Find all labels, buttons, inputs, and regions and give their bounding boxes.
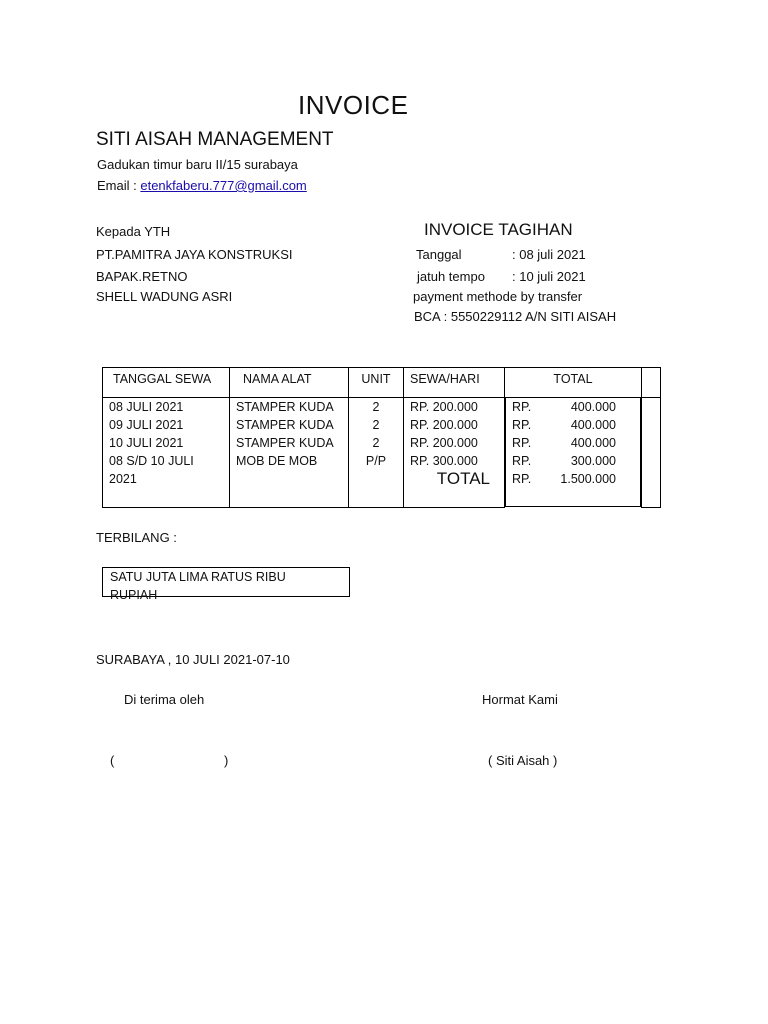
terbilang-label: TERBILANG : <box>96 530 177 545</box>
cell-unit: 2 <box>349 398 404 417</box>
regards-name: ( Siti Aisah ) <box>488 753 558 768</box>
cell-nama: MOB DE MOB <box>230 452 349 470</box>
received-label: Di terima oleh <box>124 692 205 707</box>
company-address: Gadukan timur baru II/15 surabaya <box>97 157 298 172</box>
cell-nama: STAMPER KUDA <box>230 416 349 434</box>
terbilang-line1: SATU JUTA LIMA RATUS RIBU <box>110 570 286 584</box>
cell-unit: 2 <box>349 434 404 452</box>
grand-total-value: 1.500.000 <box>560 472 616 486</box>
regards-label: Hormat Kami <box>482 692 558 707</box>
recipient-location: SHELL WADUNG ASRI <box>96 289 233 304</box>
invoice-title: INVOICE <box>298 90 409 120</box>
cell-total-value: 300.000 <box>570 454 616 468</box>
email-label: Email : <box>97 178 137 193</box>
cell-blank <box>642 398 661 417</box>
cell-empty <box>349 470 404 507</box>
cell-total <box>505 452 641 470</box>
cell-empty <box>230 470 349 507</box>
grand-total-rp: RP. <box>512 472 532 486</box>
cell-tanggal: 08 JULI 2021 <box>103 398 230 417</box>
cell-total-rp: RP. <box>512 454 532 468</box>
cell-total-rp: RP. <box>512 436 532 450</box>
header-blank <box>642 368 661 398</box>
invoice-date-value: : 08 juli 2021 <box>512 247 586 262</box>
company-name: SITI AISAH MANAGEMENT <box>96 129 334 150</box>
invoice-due-value: : 10 juli 2021 <box>512 269 586 284</box>
cell-nama: STAMPER KUDA <box>230 434 349 452</box>
cell-total-value: 400.000 <box>570 418 616 432</box>
invoice-table <box>102 367 661 508</box>
cell-total <box>505 434 641 452</box>
bank-account: BCA : 5550229112 A/N SITI AISAH <box>414 309 617 324</box>
cell-tanggal: 08 S/D 10 JULI <box>103 452 230 470</box>
cell-total-value: 400.000 <box>570 400 616 414</box>
invoice-date-label: Tanggal <box>416 247 462 262</box>
cell-total <box>505 398 641 416</box>
table-header-row <box>103 368 661 398</box>
cell-unit: 2 <box>349 416 404 434</box>
invoice-due-label: jatuh tempo <box>417 269 485 284</box>
header-nama: NAMA ALAT <box>230 368 349 398</box>
received-sign-close: ) <box>224 753 229 768</box>
header-total: TOTAL <box>505 368 642 398</box>
table-row <box>103 452 661 470</box>
grand-total <box>505 470 641 507</box>
invoice-heading: INVOICE TAGIHAN <box>424 220 573 239</box>
terbilang-box <box>102 567 350 602</box>
cell-sewa: RP. 200.000 <box>404 398 505 417</box>
payment-method: payment methode by transfer <box>413 289 583 304</box>
terbilang-line2: RUPIAH <box>110 588 158 602</box>
cell-total <box>505 416 641 434</box>
recipient-person: BAPAK.RETNO <box>96 269 188 284</box>
cell-sewa: RP. 200.000 <box>404 416 505 434</box>
cell-blank <box>642 470 661 507</box>
cell-blank <box>642 452 661 470</box>
cell-nama: STAMPER KUDA <box>230 398 349 417</box>
received-sign-open: ( <box>110 753 115 768</box>
total-label: TOTAL <box>404 470 505 507</box>
recipient-greeting: Kepada YTH <box>96 224 171 239</box>
cell-unit: P/P <box>349 452 404 470</box>
cell-sewa: RP. 300.000 <box>404 452 505 470</box>
place-date: SURABAYA , 10 JULI 2021-07-10 <box>96 652 290 667</box>
cell-sewa: RP. 200.000 <box>404 434 505 452</box>
table-row <box>103 434 661 452</box>
table-total-row <box>103 470 661 507</box>
table-row <box>103 416 661 434</box>
header-unit: UNIT <box>349 368 404 398</box>
company-email-row <box>97 178 307 193</box>
cell-total-rp: RP. <box>512 400 532 414</box>
header-tanggal: TANGGAL SEWA <box>103 368 230 398</box>
cell-tanggal-year: 2021 <box>103 470 230 507</box>
cell-total-rp: RP. <box>512 418 532 432</box>
cell-total-value: 400.000 <box>570 436 616 450</box>
recipient-company: PT.PAMITRA JAYA KONSTRUKSI <box>96 247 293 262</box>
cell-tanggal: 10 JULI 2021 <box>103 434 230 452</box>
cell-blank <box>642 416 661 434</box>
cell-blank <box>642 434 661 452</box>
email-link[interactable]: etenkfaberu.777@gmail.com <box>140 178 307 193</box>
cell-tanggal: 09 JULI 2021 <box>103 416 230 434</box>
table-row <box>103 398 661 417</box>
header-sewa: SEWA/HARI <box>404 368 505 398</box>
